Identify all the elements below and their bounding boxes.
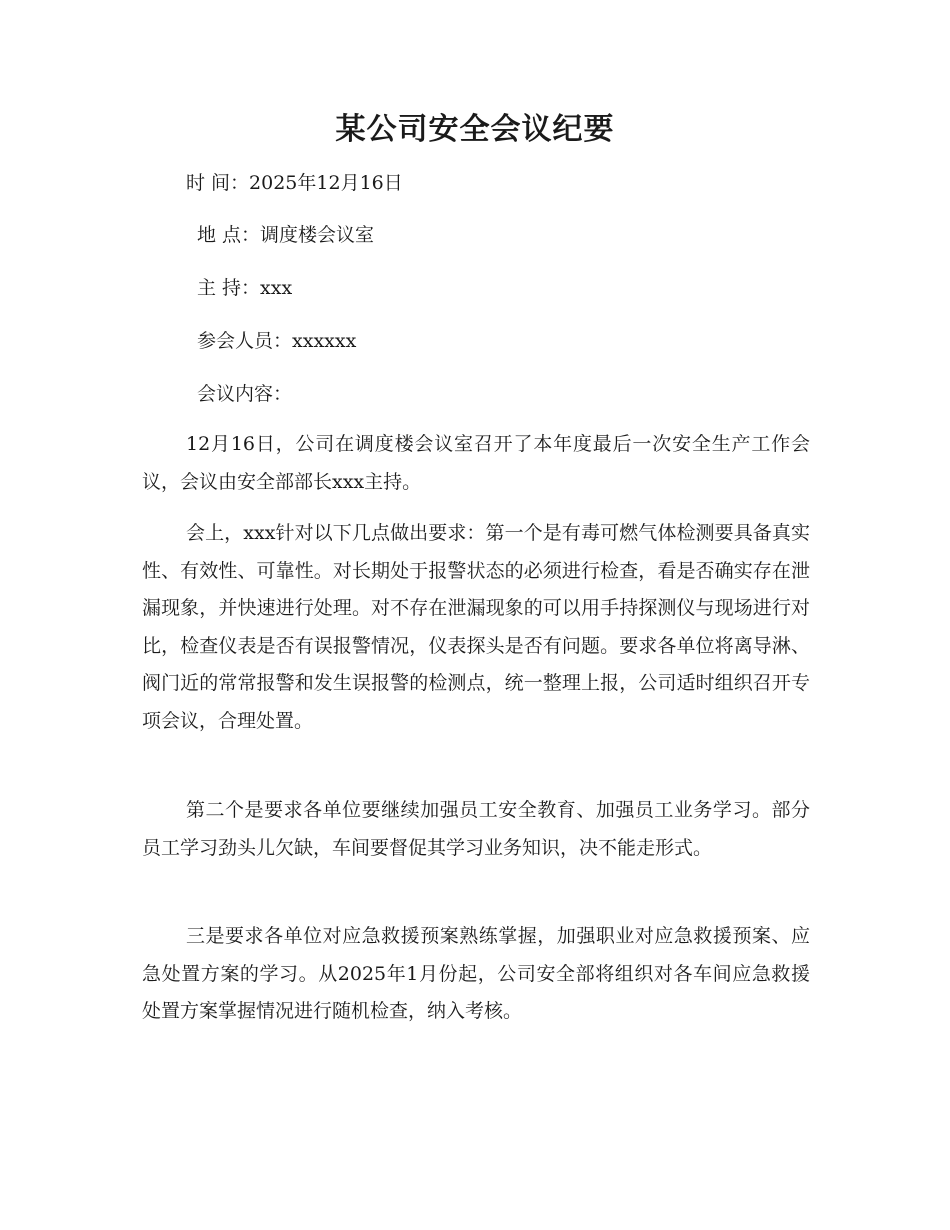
meta-host-value: xxx <box>260 277 293 299</box>
meta-content <box>197 380 292 408</box>
meta-content-label: 会议内容： <box>197 383 293 405</box>
meta-location-value: 调度楼会议室 <box>260 224 375 246</box>
meta-attendees <box>197 327 356 355</box>
paragraph-1: 12月16日，公司在调度楼会议室召开了本年度最后一次安全生产工作会议，会议由安全部部长xxx主持。 <box>142 433 810 493</box>
meta-location-label: 地 点： <box>197 224 261 246</box>
meta-location <box>197 221 374 249</box>
meta-time <box>186 169 403 197</box>
meta-time-label: 时 间： <box>186 172 250 194</box>
paragraph-3: 第二个是要求各单位要继续加强员工安全教育、加强员工业务学习。部分员工学习劲头儿欠缺，车间要督促其学习业务知识，决不能走形式。 <box>142 799 810 859</box>
paragraph-2: 会上，xxx针对以下几点做出要求：第一个是有毒可燃气体检测要具备真实性、有效性、可靠性。对长期处于报警状态的必须进行检查，看是否确实存在泄漏现象，并快速进行处理。对不存在泄漏现象的可以用手持探测仪与现场进行对比，检查仪表是否有误报警情况，仪表探头是否有问题。要求各单位将离导淋、阀门近的常常报警和发生误报警的检测点，统一整理上报，公司适时组织召开专项会议，合理处置。 <box>142 522 810 732</box>
paragraph-4: 三是要求各单位对应急救援预案熟练掌握，加强职业对应急救援预案、应急处置方案的学习。从2025年1月份起，公司安全部将组织对各车间应急救援处置方案掌握情况进行随机检查，纳入考核。 <box>142 925 810 1022</box>
document-title: 某公司安全会议纪要 <box>335 112 615 147</box>
meta-attendees-value: xxxxxx <box>292 330 357 352</box>
meta-attendees-label: 参会人员： <box>197 330 293 352</box>
meta-time-value: 2025年12月16日 <box>249 172 403 194</box>
meta-host-label: 主 持： <box>197 277 261 299</box>
meta-host <box>197 274 292 302</box>
